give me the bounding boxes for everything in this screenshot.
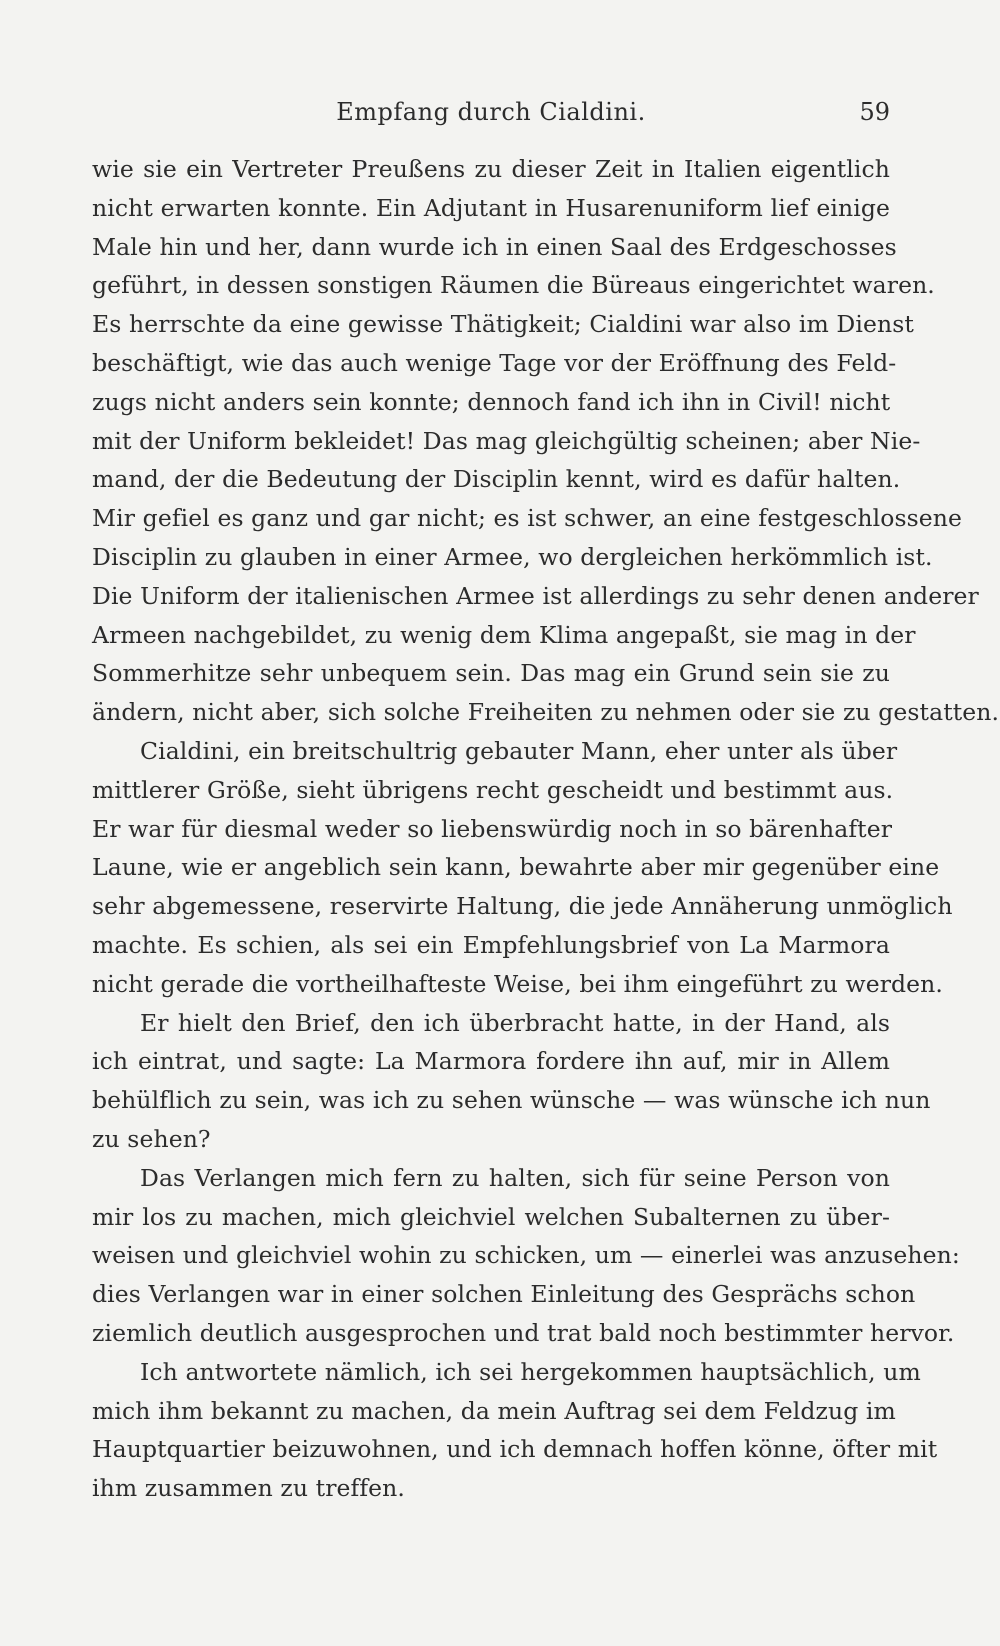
paragraph [92,732,953,1004]
text-line: Laune, wie er angeblich sein kann, bewahrte aber mir gegenüber eine [92,853,940,882]
text-line: Er war für diesmal weder so liebenswürdig noch in so bärenhafter [92,814,893,843]
text-line: mit der Uniform bekleidet! Das mag gleichgültig scheinen; aber Nie- [92,426,921,455]
paragraph [92,150,1000,732]
text-line: ziemlich deutlich ausgesprochen und trat bald noch bestimmter hervor. [92,1318,955,1347]
text-line: Armeen nachgebildet, zu wenig dem Klima angepaßt, sie mag in der [92,620,916,649]
text-line: ändern, nicht aber, sich solche Freiheiten zu nehmen oder sie zu gestatten. [92,698,1000,727]
page-number: 59 [859,98,890,126]
text-line: wie sie ein Vertreter Preußens zu dieser Zeit in Italien eigentlich [92,155,890,183]
text-line: nicht erwarten konnte. Ein Adjutant in Husarenuniform lief einige [92,193,890,222]
text-line: Das Verlangen mich fern zu halten, sich für seine Person von [140,1163,890,1192]
text-line: Sommerhitze sehr unbequem sein. Das mag ein Grund sein sie zu [92,659,890,688]
body-text [92,150,1000,1508]
text-line: behülflich zu sein, was ich zu sehen wünsche — was wünsche ich nun [92,1086,931,1115]
text-line: zu sehen? [92,1124,211,1153]
chapter-title: Empfang durch Cialdini. [336,98,646,126]
text-line: Male hin und her, dann wurde ich in einen Saal des Erdgeschosses [92,232,897,261]
text-line: Mir gefiel es ganz und gar nicht; es ist schwer, an eine festgeschlossene [92,504,963,533]
text-line: beschäftigt, wie das auch wenige Tage vor der Eröffnung des Feld- [92,348,897,377]
text-line: mir los zu machen, mich gleichviel welchen Subalternen zu über- [92,1202,890,1231]
paragraph [92,1353,938,1508]
text-line: mich ihm bekannt zu machen, da mein Auftrag sei dem Feldzug im [92,1396,896,1425]
text-line: machte. Es schien, als sei ein Empfehlungsbrief von La Marmora [92,930,890,959]
text-line: ich eintrat, und sagte: La Marmora fordere ihn auf, mir in Allem [92,1047,890,1076]
text-line: Es herrschte da eine gewisse Thätigkeit; Cialdini war also im Dienst [92,310,914,339]
text-line: Die Uniform der italienischen Armee ist allerdings zu sehr denen anderer [92,581,979,610]
text-line: Disciplin zu glauben in einer Armee, wo dergleichen herkömmlich ist. [92,542,933,571]
running-head [92,92,890,132]
text-line: zugs nicht anders sein konnte; dennoch fand ich ihn in Civil! nicht [92,387,891,416]
text-line: Ich antwortete nämlich, ich sei hergekommen hauptsächlich, um [140,1357,921,1386]
paragraph [92,1159,960,1353]
text-line: Cialdini, ein breitschultrig gebauter Mann, eher unter als über [140,736,898,765]
text-line: nicht gerade die vortheilhafteste Weise, bei ihm eingeführt zu werden. [92,969,943,998]
text-line: mittlerer Größe, sieht übrigens recht gescheidt und bestimmt aus. [92,775,894,804]
text-line: weisen und gleichviel wohin zu schicken, um — einerlei was anzusehen: [92,1241,960,1270]
text-line: sehr abgemessene, reservirte Haltung, die jede Annäherung unmöglich [92,892,953,921]
text-line: geführt, in dessen sonstigen Räumen die Büreaus eingerichtet waren. [92,271,935,300]
text-line: Er hielt den Brief, den ich überbracht hatte, in der Hand, als [140,1008,890,1037]
text-line: Hauptquartier beizuwohnen, und ich demnach hoffen könne, öfter mit [92,1435,938,1464]
text-line: ihm zusammen zu treffen. [92,1474,405,1503]
text-line: dies Verlangen war in einer solchen Einleitung des Gesprächs schon [92,1280,916,1309]
paragraph [92,1004,931,1159]
text-line: mand, der die Bedeutung der Disciplin kennt, wird es dafür halten. [92,465,901,494]
